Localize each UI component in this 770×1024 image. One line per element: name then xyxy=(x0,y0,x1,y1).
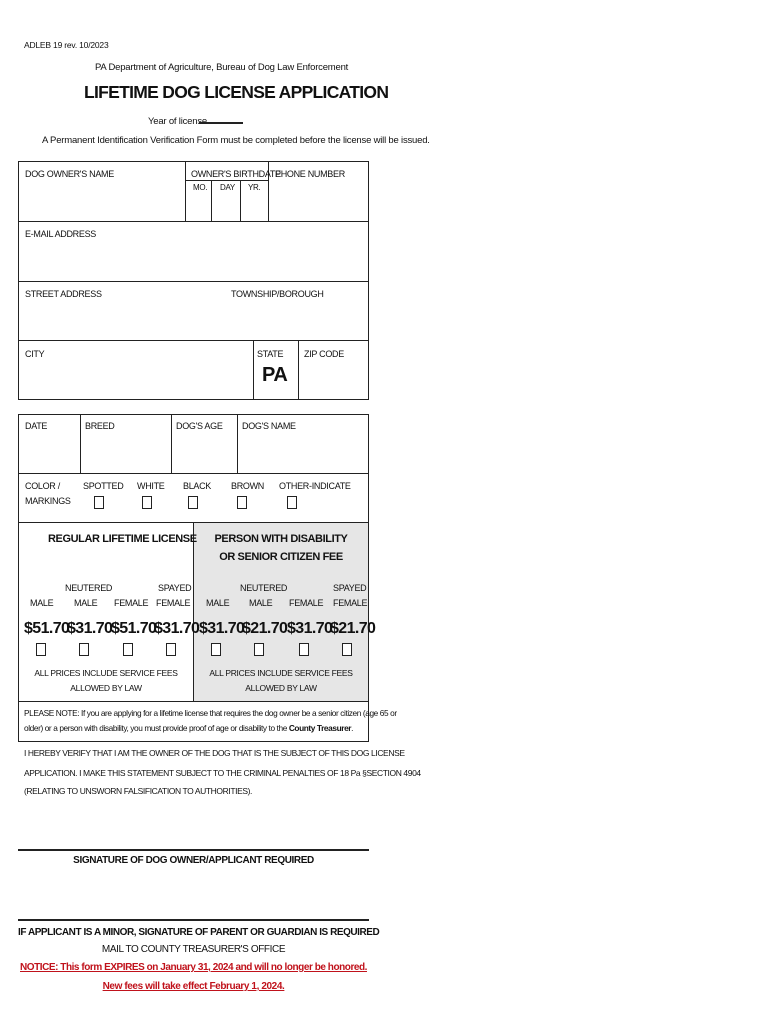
white-checkbox[interactable] xyxy=(142,496,152,509)
verify-line1: I HEREBY VERIFY THAT I AM THE OWNER OF THE DOG THAT IS THE SUBJECT OF THIS DOG LICENSE xyxy=(24,748,405,758)
dog-name-label: DOG'S NAME xyxy=(242,421,296,431)
white-label: WHITE xyxy=(137,481,165,491)
owner-signature-field[interactable] xyxy=(18,800,369,848)
state-label: STATE xyxy=(257,349,284,359)
sen-prices-note-line1: ALL PRICES INCLUDE SERVICE FEES xyxy=(209,668,353,678)
birthdate-month-field[interactable] xyxy=(186,194,210,219)
street-label: STREET ADDRESS xyxy=(25,289,102,299)
owner-name-label: DOG OWNER'S NAME xyxy=(25,169,114,179)
senior-title-line2: OR SENIOR CITIZEN FEE xyxy=(219,551,343,563)
township-field[interactable] xyxy=(228,302,367,338)
please-note-line2: older) or a person with disability, you must provide proof of age or disability to the County Treasurer. xyxy=(24,723,354,733)
year-label: Year of license xyxy=(148,116,207,127)
birthdate-label: OWNER'S BIRTHDATE xyxy=(191,169,281,179)
other-label: OTHER-INDICATE xyxy=(279,481,351,491)
sen-price-neutered-male: $21.70 xyxy=(242,620,288,637)
date-field[interactable] xyxy=(20,434,78,471)
sen-male-label: MALE xyxy=(206,598,230,608)
dog-age-field[interactable] xyxy=(173,434,235,471)
reg-female-checkbox[interactable] xyxy=(123,643,133,656)
sen-neutered-male-checkbox[interactable] xyxy=(254,643,264,656)
year-field[interactable] xyxy=(199,122,243,124)
owner-name-field[interactable] xyxy=(20,182,183,219)
owner-signature-label: SIGNATURE OF DOG OWNER/APPLICANT REQUIRED xyxy=(73,855,314,866)
reg-price-female: $51.70 xyxy=(111,620,157,637)
township-label: TOWNSHIP/BOROUGH xyxy=(231,289,324,299)
guardian-signature-line xyxy=(18,919,369,921)
reg-neutered-label: NEUTERED xyxy=(65,583,113,593)
breed-field[interactable] xyxy=(82,434,169,471)
new-fees-notice: New fees will take effect February 1, 2024. xyxy=(102,981,285,992)
dog-age-label: DOG'S AGE xyxy=(176,421,223,431)
state-value: PA xyxy=(262,364,288,386)
brown-checkbox[interactable] xyxy=(237,496,247,509)
city-field[interactable] xyxy=(20,362,251,398)
city-label: CITY xyxy=(25,349,45,359)
dog-name-field[interactable] xyxy=(239,434,367,471)
email-field[interactable] xyxy=(20,242,367,279)
reg-spayed-label: SPAYED xyxy=(158,583,192,593)
brown-label: BROWN xyxy=(231,481,264,491)
birthdate-year-label: YR. xyxy=(248,183,261,192)
expiration-notice: NOTICE: This form EXPIRES on January 31, 2024 and will no longer be honored. xyxy=(20,962,367,973)
sen-neutered-male-label: MALE xyxy=(249,598,273,608)
guardian-signature-label: IF APPLICANT IS A MINOR, SIGNATURE OF PARENT OR GUARDIAN IS REQUIRED xyxy=(18,927,380,938)
phone-field[interactable] xyxy=(270,182,367,219)
reg-prices-note-line2: ALLOWED BY LAW xyxy=(70,683,142,693)
regular-license-title: REGULAR LIFETIME LICENSE xyxy=(48,533,197,545)
black-label: BLACK xyxy=(183,481,212,491)
county-treasurer-text: County Treasurer xyxy=(288,723,352,733)
spotted-label: SPOTTED xyxy=(83,481,124,491)
date-label: DATE xyxy=(25,421,48,431)
phone-label: PHONE NUMBER xyxy=(275,169,345,179)
reg-male-checkbox[interactable] xyxy=(36,643,46,656)
department-name: PA Department of Agriculture, Bureau of Dog Law Enforcement xyxy=(95,62,349,73)
form-id: ADLEB 19 rev. 10/2023 xyxy=(24,40,109,50)
birthdate-day-label: DAY xyxy=(220,183,235,192)
sen-spayed-female-label: FEMALE xyxy=(333,598,368,608)
reg-male-label: MALE xyxy=(30,598,54,608)
reg-price-spayed-female: $31.70 xyxy=(154,620,200,637)
page-title: LIFETIME DOG LICENSE APPLICATION xyxy=(84,82,389,102)
other-checkbox[interactable] xyxy=(287,496,297,509)
sen-price-male: $31.70 xyxy=(199,620,245,637)
sen-price-spayed-female: $21.70 xyxy=(330,620,376,637)
sen-female-checkbox[interactable] xyxy=(299,643,309,656)
zip-label: ZIP CODE xyxy=(304,349,344,359)
reg-price-neutered-male: $31.70 xyxy=(67,620,113,637)
email-label: E-MAIL ADDRESS xyxy=(25,229,96,239)
senior-title-line1: PERSON WITH DISABILITY xyxy=(214,533,348,545)
verify-line2: APPLICATION. I MAKE THIS STATEMENT SUBJECT TO THE CRIMINAL PENALTIES OF 18 Pa §SECTION 4904 xyxy=(24,768,421,778)
reg-price-male: $51.70 xyxy=(24,620,70,637)
owner-signature-line xyxy=(18,849,369,851)
sen-neutered-label: NEUTERED xyxy=(240,583,288,593)
sen-prices-note-line2: ALLOWED BY LAW xyxy=(245,683,317,693)
verify-line3: (RELATING TO UNSWORN FALSIFICATION TO AUTHORITIES). xyxy=(24,786,253,796)
zip-field[interactable] xyxy=(300,362,367,398)
black-checkbox[interactable] xyxy=(188,496,198,509)
verification-notice: A Permanent Identification Verification Form must be completed before the license will be issued. xyxy=(42,135,430,146)
reg-spayed-female-checkbox[interactable] xyxy=(166,643,176,656)
breed-label: BREED xyxy=(85,421,115,431)
birthdate-month-label: MO. xyxy=(193,183,208,192)
reg-neutered-male-checkbox[interactable] xyxy=(79,643,89,656)
reg-prices-note-line1: ALL PRICES INCLUDE SERVICE FEES xyxy=(34,668,178,678)
street-field[interactable] xyxy=(20,302,225,338)
sen-price-female: $31.70 xyxy=(287,620,333,637)
color-label: COLOR / xyxy=(25,481,60,491)
please-note-line1: PLEASE NOTE: If you are applying for a lifetime license that requires the dog owner be a senior citizen (age 65 or xyxy=(24,708,397,718)
sen-spayed-label: SPAYED xyxy=(333,583,367,593)
reg-neutered-male-label: MALE xyxy=(74,598,98,608)
spotted-checkbox[interactable] xyxy=(94,496,104,509)
sen-male-checkbox[interactable] xyxy=(211,643,221,656)
mail-to-label: MAIL TO COUNTY TREASURER'S OFFICE xyxy=(101,944,286,955)
reg-female-label: FEMALE xyxy=(114,598,149,608)
birthdate-year-field[interactable] xyxy=(241,194,267,219)
birthdate-day-field[interactable] xyxy=(212,194,239,219)
sen-female-label: FEMALE xyxy=(289,598,324,608)
sen-spayed-female-checkbox[interactable] xyxy=(342,643,352,656)
reg-spayed-female-label: FEMALE xyxy=(156,598,191,608)
markings-label: MARKINGS xyxy=(25,496,71,506)
guardian-signature-field[interactable] xyxy=(18,870,369,918)
